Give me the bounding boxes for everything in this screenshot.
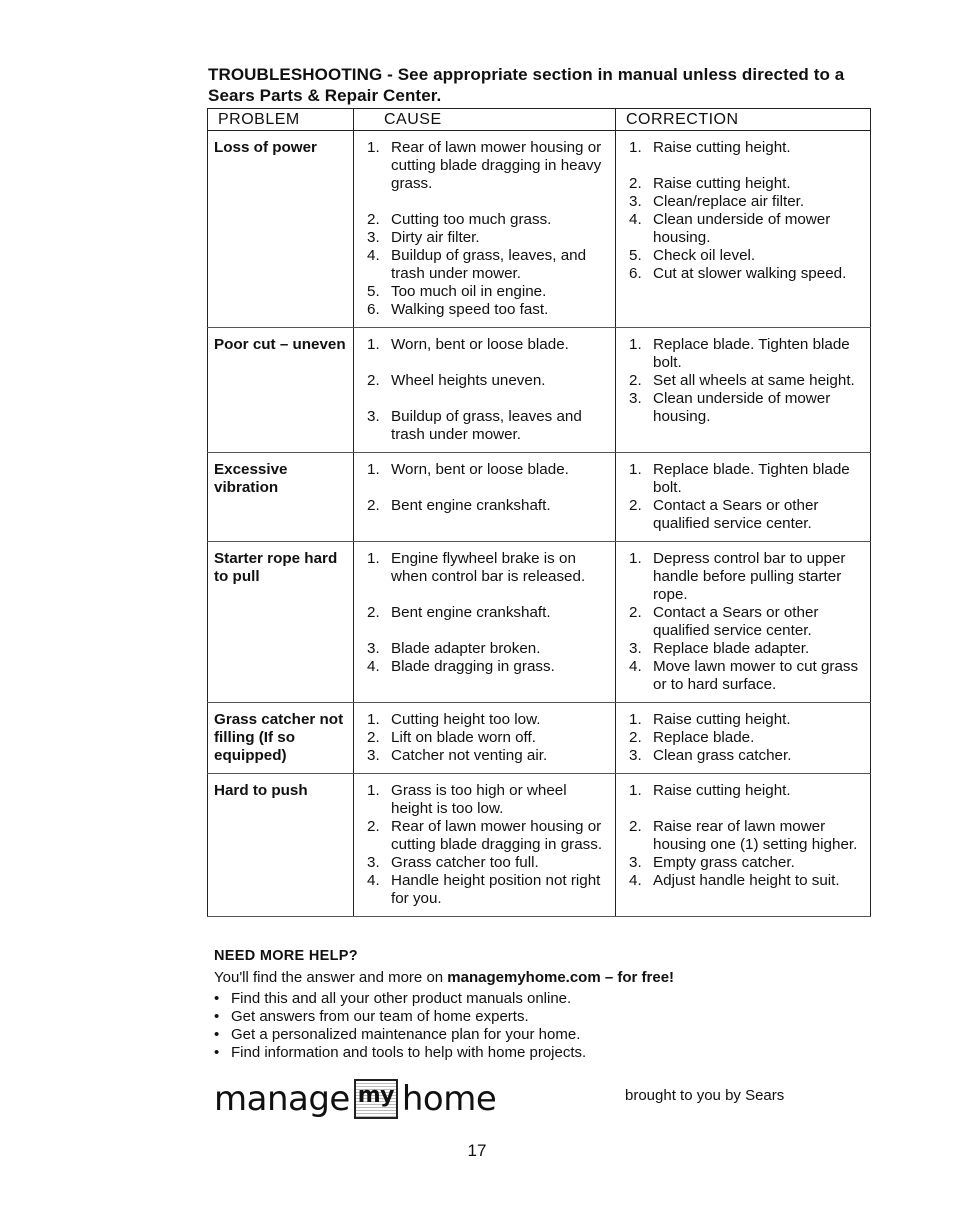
item-text: Too much oil in engine. <box>391 283 547 300</box>
help-intro <box>214 968 854 987</box>
cause-item <box>360 408 611 444</box>
correction-cell <box>616 774 871 917</box>
correction-item <box>622 729 866 747</box>
logo-my-box: my <box>354 1079 398 1119</box>
bullet-icon: • <box>214 1026 220 1043</box>
item-number: 3. <box>367 640 380 657</box>
item-text: Wheel heights uneven. <box>391 372 546 389</box>
item-text: Buildup of grass, leaves, and trash under mower. <box>391 247 587 282</box>
item-number: 1. <box>629 139 642 156</box>
item-number: 4. <box>629 658 642 675</box>
help-intro-text: You'll find the answer and more on <box>214 969 444 986</box>
correction-cell <box>616 453 871 542</box>
item-number: 3. <box>367 854 380 871</box>
correction-list <box>622 139 866 283</box>
table-row <box>208 131 871 328</box>
item-number: 1. <box>629 336 642 353</box>
item-text: Replace blade. <box>653 729 755 746</box>
item-number: 1. <box>629 782 642 799</box>
cause-item <box>360 782 611 818</box>
table-header-row <box>208 109 871 131</box>
spacer <box>360 193 611 211</box>
item-text: Replace blade. Tighten blade bolt. <box>653 336 850 371</box>
item-number: 3. <box>629 193 642 210</box>
item-number: 4. <box>367 247 380 264</box>
correction-item <box>622 390 866 426</box>
correction-item <box>622 193 866 211</box>
item-number: 1. <box>367 711 380 728</box>
item-number: 1. <box>367 461 380 478</box>
item-number: 2. <box>629 729 642 746</box>
correction-list <box>622 550 866 694</box>
item-text: Move lawn mower to cut grass or to hard surface. <box>653 658 859 693</box>
item-text: Adjust handle height to suit. <box>653 872 840 889</box>
cause-item <box>360 301 611 319</box>
item-text: Clean underside of mower housing. <box>653 211 831 246</box>
item-number: 3. <box>367 408 380 425</box>
help-bullet: • Find this and all your other product manuals online. <box>214 990 572 1007</box>
item-number: 6. <box>629 265 642 282</box>
help-site-link[interactable]: managemyhome.com – for free! <box>447 969 675 986</box>
cause-item <box>360 211 611 229</box>
cause-cell <box>354 328 616 453</box>
cause-cell <box>354 453 616 542</box>
spacer <box>622 800 866 818</box>
help-bullet: • Get a personalized maintenance plan for your home. <box>214 1026 581 1043</box>
item-number: 4. <box>367 872 380 889</box>
cause-item <box>360 336 611 354</box>
item-number: 5. <box>629 247 642 264</box>
spacer <box>360 586 611 604</box>
item-text: Lift on blade worn off. <box>391 729 536 746</box>
spacer <box>360 354 611 372</box>
item-number: 1. <box>367 782 380 799</box>
correction-item <box>622 139 866 157</box>
problem-cell: Excessive vibration <box>208 453 354 542</box>
correction-list <box>622 782 866 890</box>
item-number: 3. <box>367 747 380 764</box>
item-number: 2. <box>629 175 642 192</box>
troubleshooting-table <box>207 108 871 917</box>
item-text: Worn, bent or loose blade. <box>391 461 569 478</box>
correction-list <box>622 711 866 765</box>
spacer <box>622 157 866 175</box>
correction-item <box>622 711 866 729</box>
item-number: 2. <box>367 211 380 228</box>
item-text: Walking speed too fast. <box>391 301 549 318</box>
help-bullet: • Get answers from our team of home experts. <box>214 1008 529 1025</box>
table-row <box>208 453 871 542</box>
help-heading: NEED MORE HELP? <box>214 948 358 964</box>
item-text: Cutting height too low. <box>391 711 541 728</box>
item-text: Raise cutting height. <box>653 711 791 728</box>
item-text: Cutting too much grass. <box>391 211 552 228</box>
item-text: Set all wheels at same height. <box>653 372 855 389</box>
item-text: Contact a Sears or other qualified service center. <box>653 497 819 532</box>
item-number: 4. <box>367 658 380 675</box>
item-text: Clean grass catcher. <box>653 747 792 764</box>
problem-cell: Loss of power <box>208 131 354 328</box>
item-number: 2. <box>629 372 642 389</box>
correction-item <box>622 782 866 800</box>
correction-item <box>622 818 866 854</box>
item-text: Raise cutting height. <box>653 139 791 156</box>
item-number: 3. <box>367 229 380 246</box>
item-text: Bent engine crankshaft. <box>391 497 551 514</box>
cause-list <box>360 139 611 319</box>
item-number: 2. <box>629 604 642 621</box>
cause-item <box>360 372 611 390</box>
item-text: Rear of lawn mower housing or cutting blade dragging in grass. <box>391 818 603 853</box>
bullet-icon: • <box>214 1044 220 1061</box>
correction-item <box>622 247 866 265</box>
bullet-icon: • <box>214 1008 220 1025</box>
item-number: 3. <box>629 854 642 871</box>
table-row <box>208 328 871 453</box>
page-number: 17 <box>467 1141 487 1160</box>
help-section <box>214 947 854 1062</box>
correction-item <box>622 497 866 533</box>
cause-item <box>360 854 611 872</box>
item-text: Cut at slower walking speed. <box>653 265 847 282</box>
spacer <box>360 622 611 640</box>
item-number: 5. <box>367 283 380 300</box>
item-text: Raise cutting height. <box>653 175 791 192</box>
table-row <box>208 542 871 703</box>
cause-item <box>360 461 611 479</box>
item-text: Buildup of grass, leaves and trash under mower. <box>391 408 582 443</box>
item-text: Depress control bar to upper handle before pulling starter rope. <box>653 550 846 603</box>
correction-item <box>622 336 866 372</box>
item-text: Catcher not venting air. <box>391 747 548 764</box>
cause-item <box>360 139 611 193</box>
item-text: Check oil level. <box>653 247 756 264</box>
item-number: 2. <box>367 497 380 514</box>
correction-item <box>622 550 866 604</box>
bullet-icon: • <box>214 990 220 1007</box>
item-number: 2. <box>367 729 380 746</box>
correction-item <box>622 604 866 640</box>
cause-item <box>360 729 611 747</box>
correction-item <box>622 747 866 765</box>
item-text: Clean/replace air filter. <box>653 193 805 210</box>
spacer <box>360 390 611 408</box>
correction-cell <box>616 328 871 453</box>
item-number: 3. <box>629 640 642 657</box>
correction-item <box>622 372 866 390</box>
problem-cell: Poor cut – uneven <box>208 328 354 453</box>
correction-item <box>622 175 866 193</box>
item-number: 6. <box>367 301 380 318</box>
cause-list <box>360 782 611 908</box>
cause-list <box>360 550 611 676</box>
cause-cell <box>354 131 616 328</box>
cause-item <box>360 872 611 908</box>
item-number: 2. <box>629 818 642 835</box>
item-number: 1. <box>367 139 380 156</box>
help-bullet-list <box>214 990 854 1062</box>
item-number: 3. <box>629 390 642 407</box>
item-number: 1. <box>629 461 642 478</box>
item-text: Bent engine crankshaft. <box>391 604 551 621</box>
cause-cell <box>354 774 616 917</box>
item-text: Contact a Sears or other qualified service center. <box>653 604 819 639</box>
item-text: Clean underside of mower housing. <box>653 390 831 425</box>
item-text: Blade dragging in grass. <box>391 658 555 675</box>
column-header-problem: PROBLEM <box>208 109 354 131</box>
table-row <box>208 703 871 774</box>
cause-list <box>360 336 611 444</box>
item-text: Empty grass catcher. <box>653 854 795 871</box>
correction-item <box>622 265 866 283</box>
cause-item <box>360 497 611 515</box>
cause-item <box>360 658 611 676</box>
column-header-correction: CORRECTION <box>616 109 871 131</box>
cause-item <box>360 604 611 622</box>
cause-item <box>360 283 611 301</box>
cause-list <box>360 461 611 515</box>
item-text: Worn, bent or loose blade. <box>391 336 569 353</box>
item-number: 1. <box>629 550 642 567</box>
cause-item <box>360 550 611 586</box>
managemyhome-logo: manage my home <box>214 1079 497 1119</box>
cause-item <box>360 818 611 854</box>
help-bullet: • Find information and tools to help with home projects. <box>214 1044 587 1061</box>
cause-item <box>360 747 611 765</box>
item-number: 1. <box>367 336 380 353</box>
item-number: 4. <box>629 211 642 228</box>
correction-item <box>622 461 866 497</box>
item-number: 4. <box>629 872 642 889</box>
item-text: Handle height position not right for you. <box>391 872 601 907</box>
column-header-cause: CAUSE <box>354 109 616 131</box>
correction-item <box>622 872 866 890</box>
cause-cell <box>354 542 616 703</box>
cause-item <box>360 640 611 658</box>
item-text: Replace blade. Tighten blade bolt. <box>653 461 850 496</box>
correction-cell <box>616 131 871 328</box>
item-text: Engine flywheel brake is on when control bar is released. <box>391 550 586 585</box>
item-number: 2. <box>629 497 642 514</box>
correction-cell <box>616 542 871 703</box>
problem-cell: Grass catcher not filling (If so equipped) <box>208 703 354 774</box>
item-text: Raise rear of lawn mower housing one (1) setting higher. <box>653 818 858 853</box>
item-text: Blade adapter broken. <box>391 640 541 657</box>
item-number: 3. <box>629 747 642 764</box>
problem-cell: Starter rope hard to pull <box>208 542 354 703</box>
correction-item <box>622 640 866 658</box>
item-text: Raise cutting height. <box>653 782 791 799</box>
item-number: 2. <box>367 604 380 621</box>
problem-cell: Hard to push <box>208 774 354 917</box>
item-text: Grass catcher too full. <box>391 854 539 871</box>
item-text: Rear of lawn mower housing or cutting blade dragging in heavy grass. <box>391 139 602 192</box>
correction-cell <box>616 703 871 774</box>
item-number: 1. <box>367 550 380 567</box>
tagline: brought to you by Sears <box>625 1087 785 1104</box>
correction-list <box>622 336 866 426</box>
correction-item <box>622 211 866 247</box>
cause-item <box>360 229 611 247</box>
item-text: Replace blade adapter. <box>653 640 810 657</box>
item-text: Grass is too high or wheel height is too low. <box>391 782 567 817</box>
correction-list <box>622 461 866 533</box>
item-number: 2. <box>367 372 380 389</box>
cause-cell <box>354 703 616 774</box>
cause-list <box>360 711 611 765</box>
item-number: 2. <box>367 818 380 835</box>
page-title: TROUBLESHOOTING - See appropriate section in manual unless directed to a Sears Parts & Repair Center. <box>208 65 845 105</box>
cause-item <box>360 711 611 729</box>
item-text: Dirty air filter. <box>391 229 480 246</box>
correction-item <box>622 854 866 872</box>
spacer <box>360 479 611 497</box>
table-row <box>208 774 871 917</box>
item-number: 1. <box>629 711 642 728</box>
correction-item <box>622 658 866 694</box>
cause-item <box>360 247 611 283</box>
